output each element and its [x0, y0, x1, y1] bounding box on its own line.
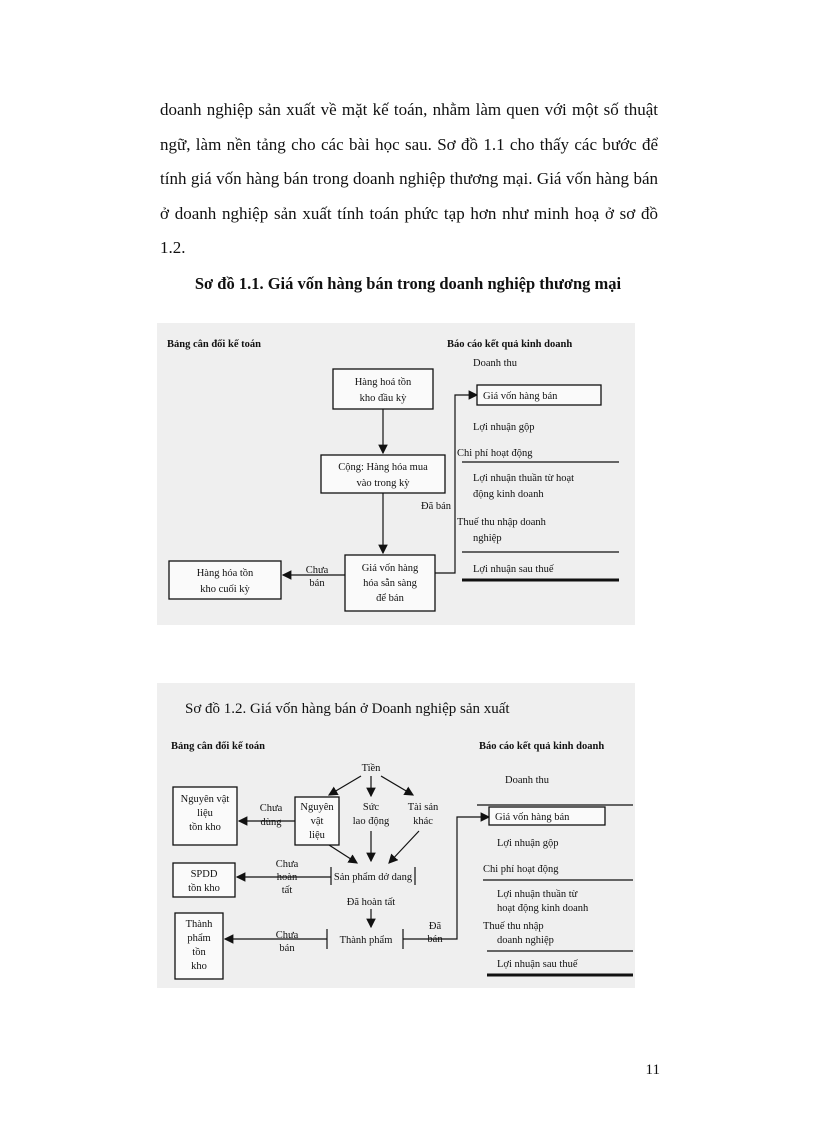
svg-text:liệu: liệu [309, 830, 325, 841]
income-statement-header: Báo cáo kết quả kinh doanh [479, 741, 605, 752]
svg-text:SPDD: SPDD [190, 869, 218, 880]
figure-1-diagram [157, 323, 635, 625]
svg-text:Cộng: Hàng hóa mua: Cộng: Hàng hóa mua [338, 462, 428, 473]
svg-text:vật: vật [310, 816, 324, 827]
income-statement [477, 775, 633, 975]
ending-inventory-box [169, 561, 281, 599]
svg-text:vào trong kỳ: vào trong kỳ [356, 478, 410, 489]
finished-goods-inventory-box [175, 913, 223, 979]
svg-text:kho đầu kỳ: kho đầu kỳ [359, 393, 407, 404]
balance-sheet-header: Bảng cân đối kế toán [171, 741, 265, 752]
svg-text:khác: khác [413, 816, 433, 827]
svg-text:Chi phí hoạt động: Chi phí hoạt động [457, 448, 533, 459]
body-paragraph [160, 93, 658, 266]
balance-sheet-header: Bảng cân đối kế toán [167, 339, 261, 350]
svg-text:Hàng hoá tồn: Hàng hoá tồn [354, 377, 412, 388]
svg-text:phẩm: phẩm [187, 933, 211, 944]
svg-text:Thành phẩm: Thành phẩm [339, 935, 393, 946]
goods-available-box [345, 555, 435, 611]
svg-text:tất: tất [281, 885, 293, 896]
svg-text:Thành: Thành [185, 919, 213, 930]
figure-1-caption: Sơ đồ 1.1. Giá vốn hàng bán trong doanh nghiệp thương mại [194, 274, 622, 293]
svg-text:để bán: để bán [376, 593, 404, 604]
svg-text:dùng: dùng [260, 817, 282, 828]
svg-text:Thuế thu nhập: Thuế thu nhập [483, 921, 544, 932]
figure-2-diagram [157, 683, 635, 988]
arrow-sold [403, 817, 489, 939]
svg-text:Giá vốn hàng bán: Giá vốn hàng bán [483, 391, 558, 402]
svg-text:tồn kho: tồn kho [189, 822, 221, 833]
labor-label: Sức [362, 802, 380, 813]
svg-text:Chi phí hoạt động: Chi phí hoạt động [483, 864, 559, 875]
svg-text:Thuế thu nhập doanh: Thuế thu nhập doanh [457, 517, 546, 528]
svg-text:Hàng hóa tồn: Hàng hóa tồn [196, 568, 254, 579]
svg-text:liệu: liệu [197, 808, 213, 819]
svg-text:kho: kho [191, 961, 207, 972]
svg-text:doanh nghiệp: doanh nghiệp [497, 935, 554, 946]
wip-box [331, 867, 415, 885]
income-statement-header: Báo cáo kết quả kinh doanh [447, 339, 573, 350]
svg-text:hóa sẵn sàng: hóa sẵn sàng [363, 578, 417, 589]
svg-text:hoạt động kinh doanh: hoạt động kinh doanh [497, 903, 589, 914]
finished-goods-box [327, 929, 403, 949]
svg-text:Lợi nhuận thuần từ hoạt: Lợi nhuận thuần từ hoạt [473, 473, 575, 484]
svg-text:bán: bán [309, 578, 325, 589]
body-text: doanh nghiệp sản xuất về mặt kế toán, nhằm làm quen với một số thuật ngữ, làm nền tảng cho các bài học sau. Sơ đồ 1.1 cho thấy các bước để tính giá vốn hàng bán trong doanh nghiệp thương mại. Giá vốn hàng bán ở doanh nghiệp sản xuất tính toán phức tạp hơn như minh hoạ ở sơ đồ 1.2. [160, 100, 658, 257]
svg-text:Lợi nhuận thuần từ: Lợi nhuận thuần từ [497, 889, 578, 900]
spdd-inventory-box [173, 863, 235, 897]
svg-text:Doanh thu: Doanh thu [505, 775, 550, 786]
income-statement [457, 358, 619, 580]
svg-text:tồn kho: tồn kho [188, 883, 220, 894]
page-number: 11 [645, 1062, 660, 1078]
other-assets-label: Tài sản [407, 802, 439, 813]
unsold-label: Chưa [275, 930, 299, 941]
materials-box [295, 797, 339, 845]
svg-text:Nguyên: Nguyên [300, 802, 334, 813]
svg-text:bán: bán [427, 934, 443, 945]
svg-text:Doanh thu: Doanh thu [473, 358, 518, 369]
sold-label: Đã bán [421, 501, 452, 512]
sold-label: Đã [428, 921, 442, 932]
svg-text:bán: bán [279, 943, 295, 954]
unused-label: Chưa [259, 803, 283, 814]
beginning-inventory-box [333, 369, 433, 409]
svg-text:Lợi nhuận sau thuế: Lợi nhuận sau thuế [497, 959, 578, 970]
unsold-label: Chưa [305, 565, 329, 576]
raw-material-inventory-box [173, 787, 237, 845]
purchases-box [321, 455, 445, 493]
svg-text:Giá vốn hàng: Giá vốn hàng [361, 563, 419, 574]
svg-text:Lợi nhuận sau thuế: Lợi nhuận sau thuế [473, 564, 554, 575]
svg-text:kho cuối kỳ: kho cuối kỳ [200, 584, 250, 595]
svg-text:Lợi nhuận gộp: Lợi nhuận gộp [497, 838, 559, 849]
completed-label: Đã hoàn tất [346, 897, 396, 908]
svg-text:lao động: lao động [352, 816, 390, 827]
incomplete-label: Chưa [275, 859, 299, 870]
svg-text:Nguyên vật: Nguyên vật [180, 794, 230, 805]
svg-text:động kinh doanh: động kinh doanh [473, 489, 544, 500]
money-label: Tiền [361, 763, 381, 774]
svg-text:nghiệp: nghiệp [473, 533, 502, 544]
svg-text:tồn: tồn [192, 947, 206, 958]
figure-2-title: Sơ đồ 1.2. Giá vốn hàng bán ở Doanh nghiệp sản xuất [185, 701, 510, 717]
svg-text:Sản phẩm dở dang: Sản phẩm dở dang [333, 872, 413, 883]
svg-text:Giá vốn hàng bán: Giá vốn hàng bán [495, 812, 570, 823]
svg-text:hoàn: hoàn [276, 872, 298, 883]
svg-text:Lợi nhuận gộp: Lợi nhuận gộp [473, 422, 535, 433]
